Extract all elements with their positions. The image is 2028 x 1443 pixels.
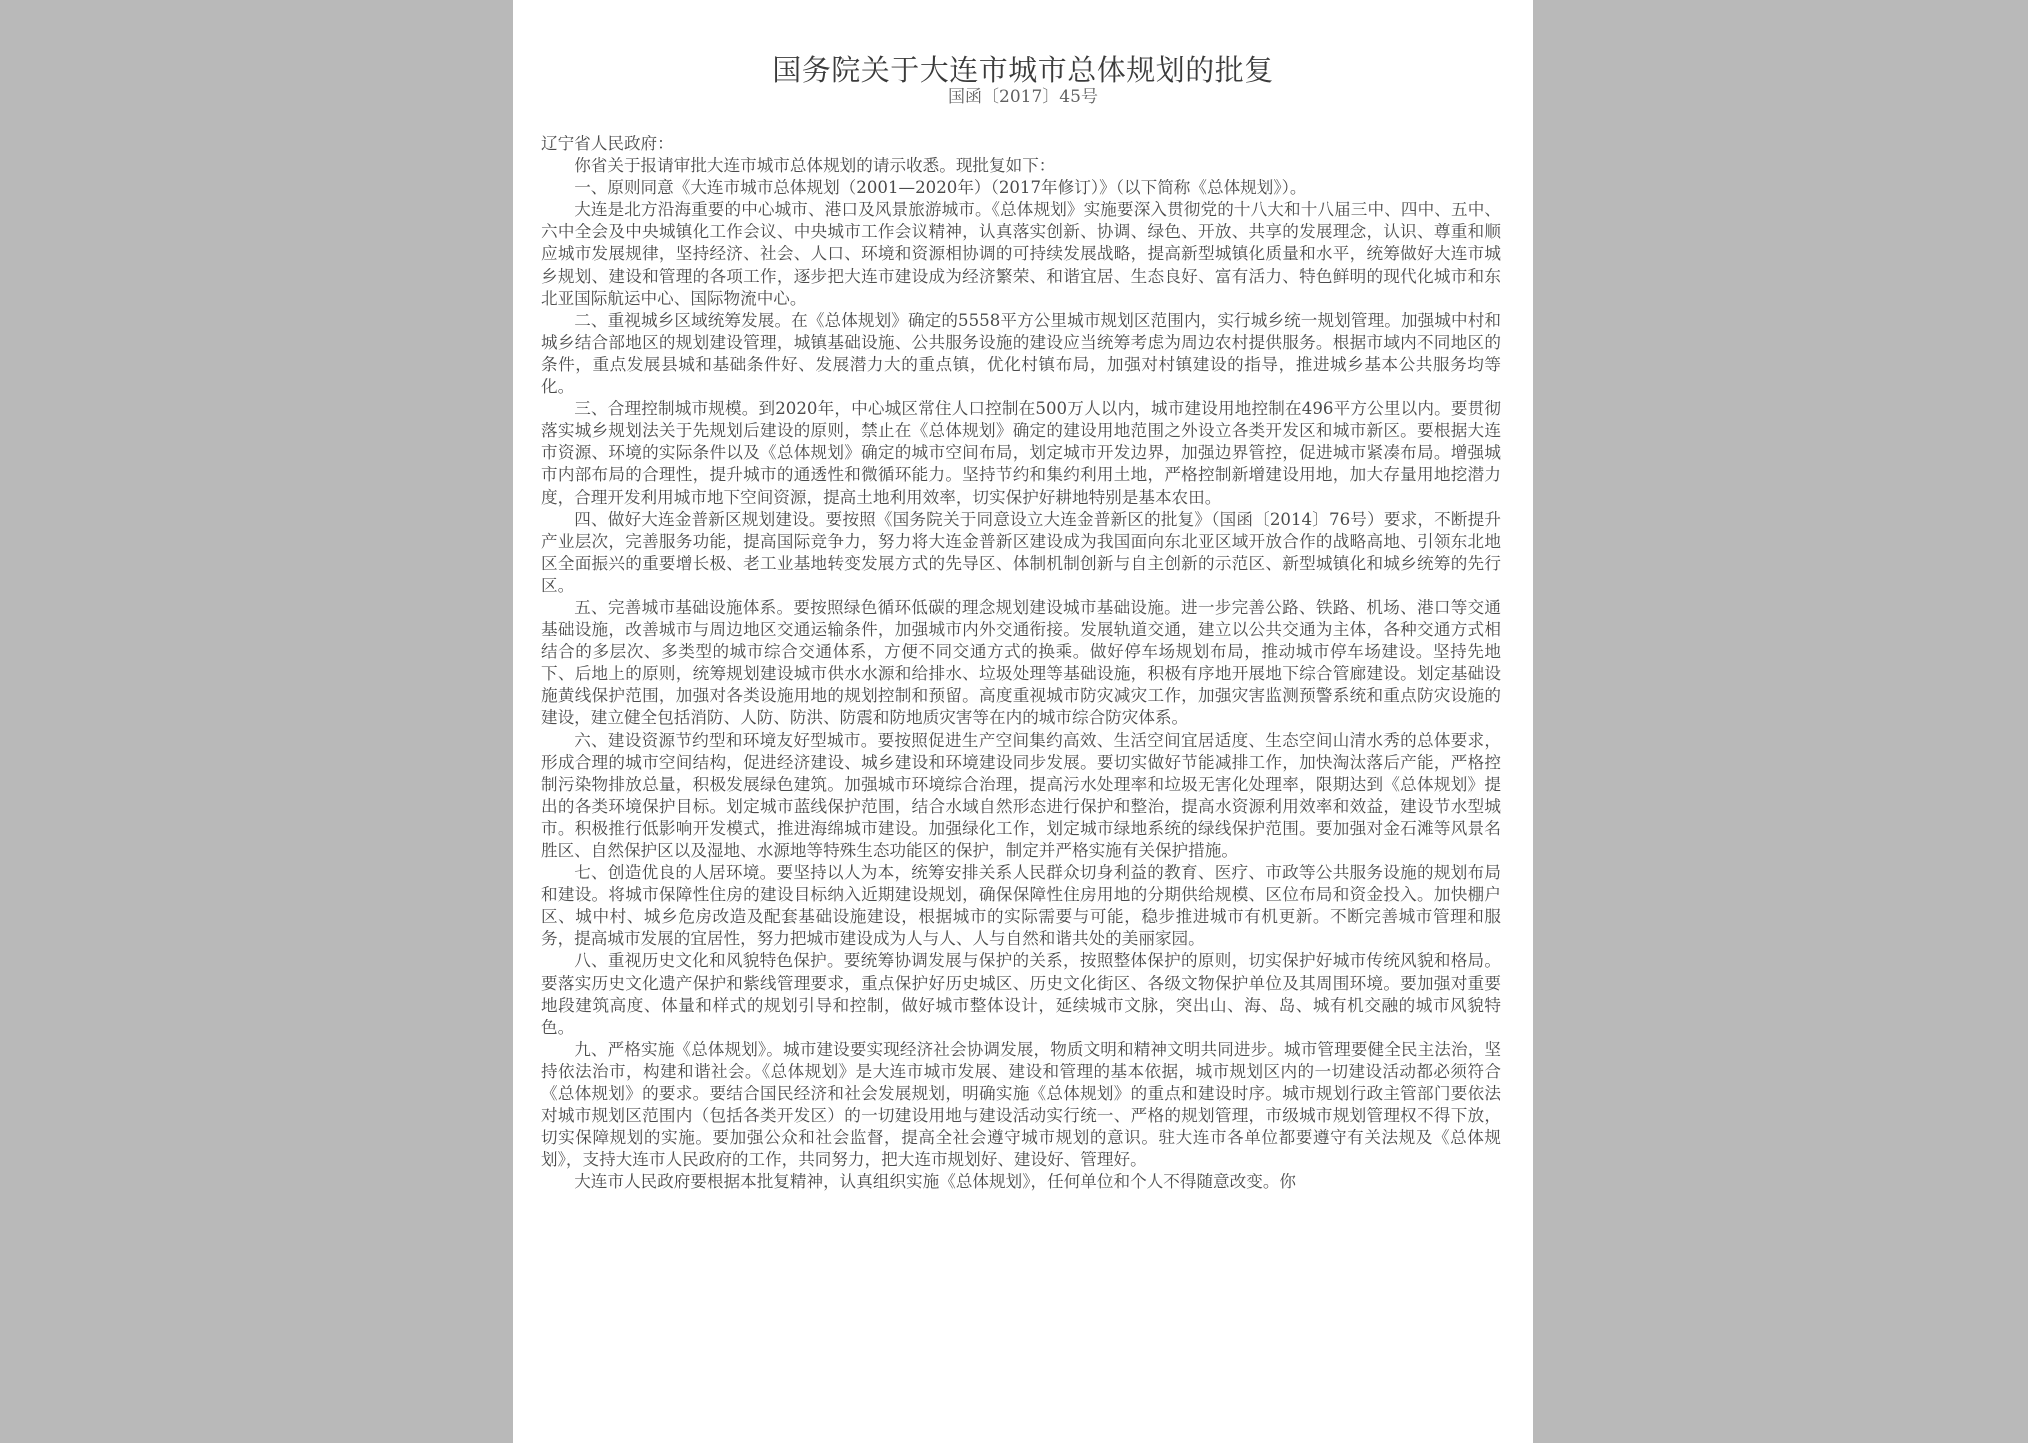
paragraph-3: 三、合理控制城市规模。到2020年，中心城区常住人口控制在500万人以内，城市建设用地控制在496平方公里以内。要贯彻落实城乡规划法关于先规划后建设的原则，禁止在《总体规划》确定的建设用地范围之外设立各类开发区和城市新区。要根据大连市资源、环境的实际条件以及《总体规划》确定的城市空间布局，划定城市开发边界，加强边界管控，促进城市紧凑布局。增强城市内部布局的合理性，提升城市的通透性和微循环能力。坚持节约和集约利用土地，严格控制新增建设用地，加大存量用地挖潜力度，合理开发利用城市地下空间资源，提高土地利用效率，切实保护好耕地特别是基本农田。 (541, 399, 1501, 507)
document-number: 国函〔2017〕45号 (948, 87, 1098, 107)
salutation: 辽宁省人民政府： (541, 134, 674, 153)
paragraph-5: 五、完善城市基础设施体系。要按照绿色循环低碳的理念规划建设城市基础设施。进一步完善公路、铁路、机场、港口等交通基础设施，改善城市与周边地区交通运输条件，加强城市内外交通衔接。发展轨道交通，建立以公共交通为主体，各种交通方式相结合的多层次、多类型的城市综合交通体系，方便不同交通方式的换乘。做好停车场规划布局，推动城市停车场建设。坚持先地下、后地上的原则，统筹规划建设城市供水水源和给排水、垃圾处理等基础设施，积极有序地开展地下综合管廊建设。划定基础设施黄线保护范围，加强对各类设施用地的规划控制和预留。高度重视城市防灾减灾工作，加强灾害监测预警系统和重点防灾设施的建设，建立健全包括消防、人防、防洪、防震和防地质灾害等在内的城市综合防灾体系。 (541, 597, 1501, 728)
paragraph-1-detail: 大连是北方沿海重要的中心城市、港口及风景旅游城市。《总体规划》实施要深入贯彻党的十八大和十八届三中、四中、五中、六中全会及中央城镇化工作会议、中央城市工作会议精神，认真落实创新、协调、绿色、开放、共享的发展理念，认识、尊重和顺应城市发展规律，坚持经济、社会、人口、环境和资源相协调的可持续发展战略，提高新型城镇化质量和水平，统筹做好大连市城乡规划、建设和管理的各项工作，逐步把大连市建设成为经济繁荣、和谐宜居、生态良好、富有活力、特色鲜明的现代化城市和东北亚国际航运中心、国际物流中心。 (541, 200, 1501, 308)
document-body (541, 133, 1501, 1194)
document-page (513, 0, 1533, 1443)
paragraph-1: 一、原则同意《大连市城市总体规划（2001—2020年）（2017年修订）》（以下简称《总体规划》）。 (574, 178, 1307, 198)
paragraph-7: 七、创造优良的人居环境。要坚持以人为本，统筹安排关系人民群众切身利益的教育、医疗、市政等公共服务设施的规划布局和建设。将城市保障性住房的建设目标纳入近期建设规划，确保保障性住房用地的分期供给规模、区位布局和资金投入。加快棚户区、城中村、城乡危房改造及配套基础设施建设，根据城市的实际需要与可能，稳步推进城市有机更新。不断完善城市管理和服务，提高城市发展的宜居性，努力把城市建设成为人与人、人与自然和谐共处的美丽家园。 (541, 863, 1501, 949)
paragraph-intro: 你省关于报请审批大连市城市总体规划的请示收悉。现批复如下： (574, 156, 1056, 176)
paragraph-closing: 大连市人民政府要根据本批复精神，认真组织实施《总体规划》，任何单位和个人不得随意改变。你 (574, 1172, 1297, 1192)
paragraph-2: 二、重视城乡区域统筹发展。在《总体规划》确定的5558平方公里城市规划区范围内，实行城乡统一规划管理。加强城中村和城乡结合部地区的规划建设管理，城镇基础设施、公共服务设施的建设应当统筹考虑为周边农村提供服务。根据市域内不同地区的条件，重点发展县城和基础条件好、发展潜力大的重点镇，优化村镇布局，加强对村镇建设的指导，推进城乡基本公共服务均等化。 (541, 310, 1501, 397)
paragraph-4: 四、做好大连金普新区规划建设。要按照《国务院关于同意设立大连金普新区的批复》（国函〔2014〕76号）要求，不断提升产业层次，完善服务功能，提高国际竞争力，努力将大连金普新区建设成为我国面向东北亚区域开放合作的战略高地、引领东北地区全面振兴的重要增长极、老工业基地转变发展方式的先导区、体制机制创新与自主创新的示范区、新型城镇化和城乡统筹的先行区。 (541, 509, 1501, 595)
paragraph-8: 八、重视历史文化和风貌特色保护。要统筹协调发展与保护的关系，按照整体保护的原则，切实保护好城市传统风貌和格局。要落实历史文化遗产保护和紫线管理要求，重点保护好历史城区、历史文化街区、各级文物保护单位及其周围环境。要加强对重要地段建筑高度、体量和样式的规划引导和控制，做好城市整体设计，延续城市文脉，突出山、海、岛、城有机交融的城市风貌特色。 (541, 951, 1501, 1037)
paragraph-9: 九、严格实施《总体规划》。城市建设要实现经济社会协调发展，物质文明和精神文明共同进步。城市管理要健全民主法治，坚持依法治市，构建和谐社会。《总体规划》是大连市城市发展、建设和管理的基本依据，城市规划区内的一切建设活动都必须符合《总体规划》的要求。要结合国民经济和社会发展规划，明确实施《总体规划》的重点和建设时序。城市规划行政主管部门要依法对城市规划区范围内（包括各类开发区）的一切建设用地与建设活动实行统一、严格的规划管理，市级城市规划管理权不得下放，切实保障规划的实施。要加强公众和社会监督，提高全社会遵守城市规划的意识。驻大连市各单位都要遵守有关法规及《总体规划》，支持大连市人民政府的工作，共同努力，把大连市规划好、建设好、管理好。 (541, 1039, 1501, 1170)
paragraph-6: 六、建设资源节约型和环境友好型城市。要按照促进生产空间集约高效、生活空间宜居适度、生态空间山清水秀的总体要求，形成合理的城市空间结构，促进经济建设、城乡建设和环境建设同步发展。要切实做好节能减排工作，加快淘汰落后产能，严格控制污染物排放总量，积极发展绿色建筑。加强城市环境综合治理，提高污水处理率和垃圾无害化处理率，限期达到《总体规划》提出的各类环境保护目标。划定城市蓝线保护范围，结合水域自然形态进行保护和整治，提高水资源利用效率和效益，建设节水型城市。积极推行低影响开发模式，推进海绵城市建设。加强绿化工作，划定城市绿地系统的绿线保护范围。要加强对金石滩等风景名胜区、自然保护区以及湿地、水源地等特殊生态功能区的保护，制定并严格实施有关保护措施。 (541, 730, 1501, 860)
document-title: 国务院关于大连市城市总体规划的批复 (772, 53, 1274, 87)
